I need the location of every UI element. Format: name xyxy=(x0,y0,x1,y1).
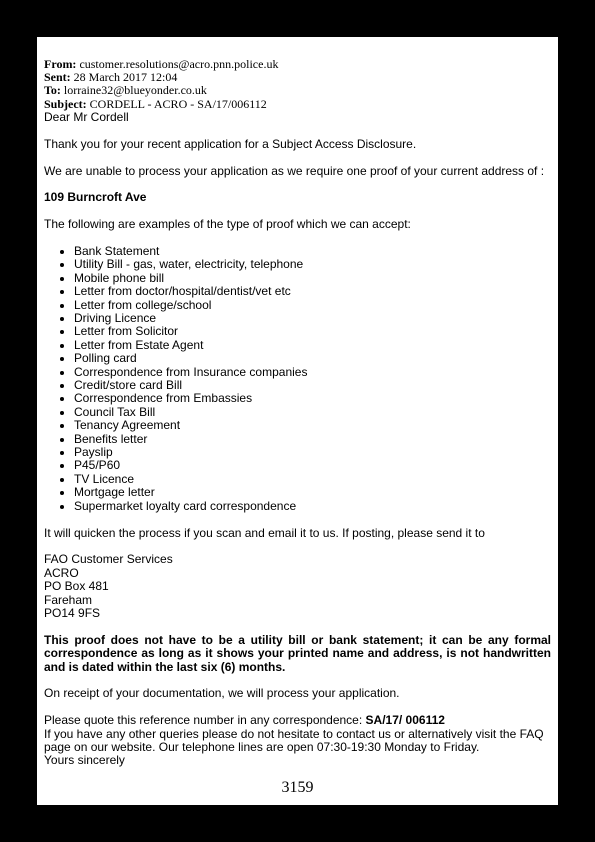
from-value: customer.resolutions@acro.pnn.police.uk xyxy=(79,57,279,71)
to-label: To: xyxy=(44,83,61,98)
examples-intro: The following are examples of the type of proof which we can accept: xyxy=(44,217,411,232)
address-line: FAO Customer Services xyxy=(44,552,173,567)
list-item: • Credit/store card Bill xyxy=(74,379,551,392)
postal-address xyxy=(44,553,551,620)
letter-body xyxy=(44,111,551,768)
salutation: Dear Mr Cordell xyxy=(44,110,129,124)
sent-value: 28 March 2017 12:04 xyxy=(73,70,178,85)
on-receipt-paragraph: On receipt of your documentation, we will process your application. xyxy=(44,686,400,701)
quicken-paragraph: It will quicken the process if you scan and email it to us. If posting, please send it to xyxy=(44,525,485,540)
list-item: • Driving Licence xyxy=(74,312,551,325)
email-header xyxy=(44,58,278,111)
list-item: • Supermarket loyalty card correspondence xyxy=(74,500,551,513)
address-line: PO Box 481 xyxy=(44,579,109,594)
list-item: • Bank Statement xyxy=(74,245,551,258)
list-item: • Letter from Estate Agent xyxy=(74,339,551,352)
document-page xyxy=(37,37,558,805)
list-item: • Payslip xyxy=(74,446,551,459)
quote-reference xyxy=(44,714,551,727)
subject-value: CORDELL - ACRO - SA/17/006112 xyxy=(89,96,267,111)
list-item: • Correspondence from Embassies xyxy=(74,392,551,405)
reference-number: SA/17/ 006112 xyxy=(365,713,445,728)
list-item: • Letter from doctor/hospital/dentist/vet etc xyxy=(74,285,551,298)
list-item: • Tenancy Agreement xyxy=(74,419,551,432)
list-item: • P45/P60 xyxy=(74,459,551,472)
list-item: • Letter from Solicitor xyxy=(74,325,551,338)
list-item: • Mortgage letter xyxy=(74,486,551,499)
list-item: • Utility Bill - gas, water, electricity, telephone xyxy=(74,258,551,271)
quote-reference-text: Please quote this reference number in any correspondence: xyxy=(44,713,366,728)
list-item: • Benefits letter xyxy=(74,433,551,446)
list-item: • Council Tax Bill xyxy=(74,406,551,419)
proof-note: This proof does not have to be a utility bill or bank statement; it can be any formal correspondence as long as it shows your printed name and address, is not handwritten and is dated within the last six (6) months. xyxy=(44,632,551,674)
subject-label: Subject: xyxy=(44,96,87,111)
sent-label: Sent: xyxy=(44,70,71,85)
list-item: • Letter from college/school xyxy=(74,299,551,312)
page-number: 3159 xyxy=(281,779,314,796)
proof-list xyxy=(44,245,551,513)
required-address: 109 Burncroft Ave xyxy=(44,190,147,205)
subject-line xyxy=(44,98,278,111)
to-value: lorraine32@blueyonder.co.uk xyxy=(63,83,207,98)
address-line: Fareham xyxy=(44,592,93,607)
unable-paragraph: We are unable to process your application as we require one proof of your current address of : xyxy=(44,163,545,178)
address-line: PO14 9FS xyxy=(44,605,101,620)
list-item: • TV Licence xyxy=(74,473,551,486)
closing: Yours sincerely xyxy=(44,753,125,768)
other-queries-paragraph: If you have any other queries please do not hesitate to contact us or alternatively visit the FAQ page on our website. Our telephone lines are open 07:30-19:30 Monday to Friday. xyxy=(44,726,544,754)
list-item: • Polling card xyxy=(74,352,551,365)
list-item: • Mobile phone bill xyxy=(74,272,551,285)
from-label: From: xyxy=(44,57,77,71)
address-line: ACRO xyxy=(44,565,79,580)
thanks-paragraph: Thank you for your recent application for a Subject Access Disclosure. xyxy=(44,136,417,151)
list-item: • Correspondence from Insurance companies xyxy=(74,366,551,379)
